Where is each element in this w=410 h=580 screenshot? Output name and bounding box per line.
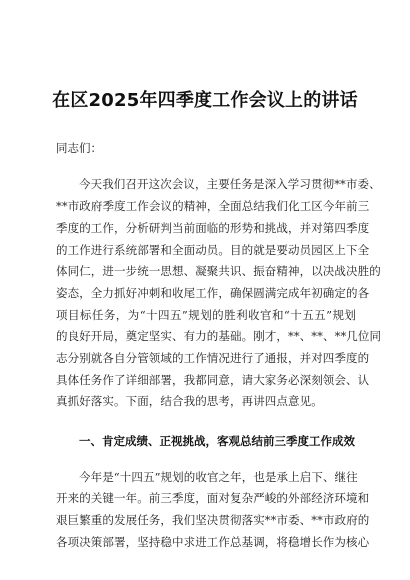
- paragraph-line: 艰巨繁重的发展任务，我们坚决贯彻落实**市委、**市政府的: [56, 513, 370, 527]
- paragraph-line: 的良好开局，奠定坚实、有力的基础。刚才，**、**、**几位同: [56, 329, 382, 343]
- paragraph-line: 今天我们召开这次会议，主要任务是深入学习贯彻**市委、: [79, 177, 381, 191]
- paragraph-line: 姿态，全力抓好冲刺和收尾工作，确保圆满完成年初确定的各: [56, 286, 370, 300]
- salutation: 同志们：: [56, 141, 102, 155]
- document-title: 在区2025年四季度工作会议上的讲话: [52, 90, 358, 111]
- paragraph-line: 的工作进行系统部署和全面动员。目的就是要动员园区上下全: [56, 243, 370, 257]
- section-heading-1: 一、肯定成绩、正视挑战，客观总结前三季度工作成效: [79, 434, 355, 448]
- paragraph-line: 各项决策部署，坚持稳中求进工作总基调，将稳增长作为核心: [56, 535, 370, 549]
- paragraph-line: 季度的工作，分析研判当前面临的形势和挑战，并对第四季度: [56, 221, 370, 235]
- paragraph-line: 具体任务作了详细部署，我都同意，请大家务必深刻领会、认: [56, 373, 370, 387]
- paragraph-line: 志分别就各自分管领域的工作情况进行了通报，并对四季度的: [56, 351, 370, 365]
- paragraph-line: 项目标任务，为“十四五”规划的胜利收官和“十五五”规划: [56, 308, 356, 322]
- paragraph-line: 真抓好落实。下面，结合我的思考，再讲四点意见。: [56, 394, 323, 408]
- paragraph-line: **市政府季度工作会议的精神，全面总结我们化工区今年前三: [56, 199, 370, 213]
- paragraph-line: 开来的关键一年。前三季度，面对复杂严峻的外部经济环境和: [56, 491, 370, 505]
- paragraph-line: 体同仁，进一步统一思想、凝聚共识、振奋精神，以决战决胜的: [56, 264, 381, 278]
- paragraph-line: 今年是“十四五”规划的收官之年，也是承上启下、继往: [79, 470, 358, 484]
